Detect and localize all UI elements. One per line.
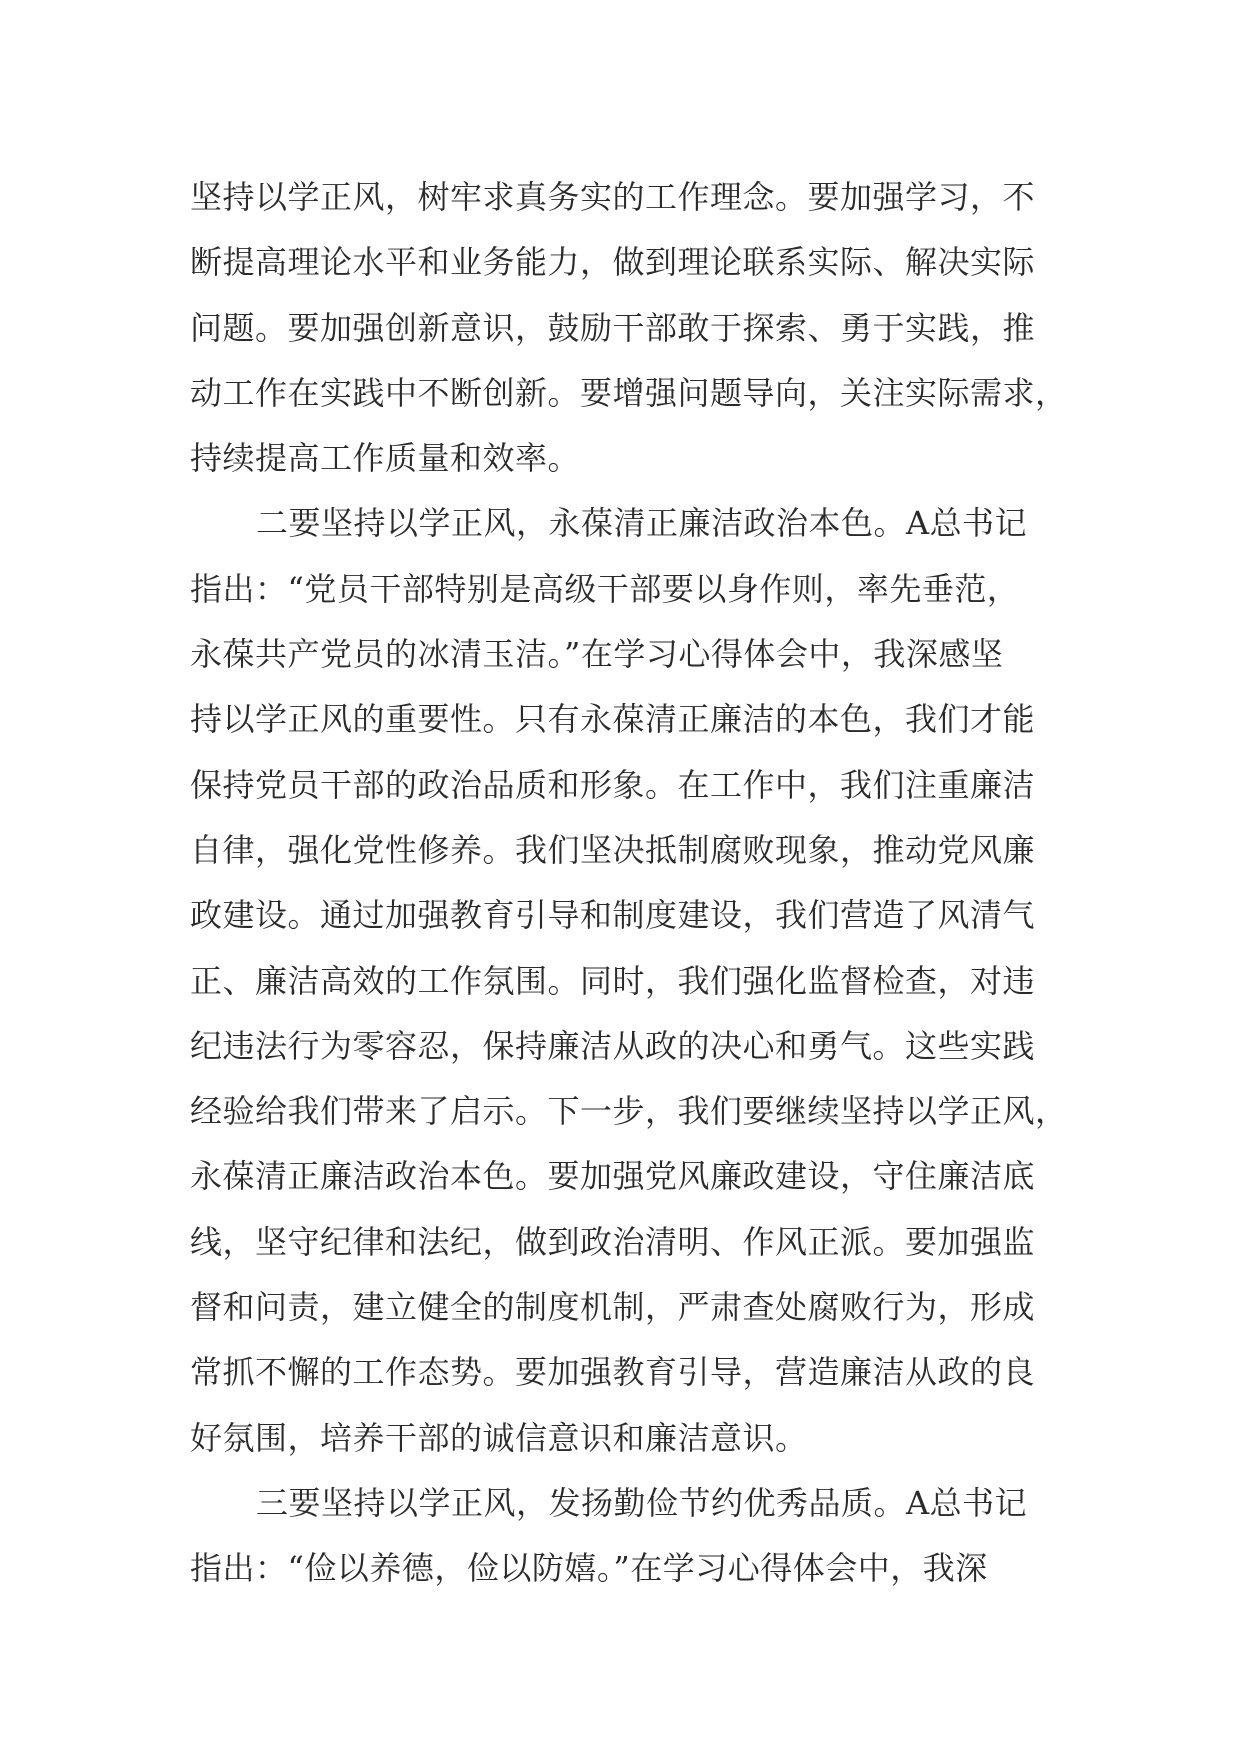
paragraph-line: 坚持以学正风，树牢求真务实的工作理念。要加强学习，不 [190, 178, 1036, 216]
paragraph-line: 纪违法行为零容忍，保持廉洁从政的决心和勇气。这些实践 [190, 1026, 1036, 1065]
paragraph-line: 好氛围，培养干部的诚信意识和廉洁意识。 [190, 1418, 808, 1457]
paragraph-line: 正、廉洁高效的工作氛围。同时，我们强化监督检查，对违 [190, 961, 1036, 1000]
paragraph-line: 三要坚持以学正风，发扬勤俭节约优秀品质。A总书记 [256, 1483, 1028, 1522]
paragraph-1 [190, 165, 1068, 491]
paragraph-line: 线，坚守纪律和法纪，做到政治清明、作风正派。要加强监 [190, 1222, 1036, 1261]
paragraph-line: 永葆共产党员的冰清玉洁。”在学习心得体会中，我深感坚 [190, 635, 1004, 674]
paragraph-line: 断提高理论水平和业务能力，做到理论联系实际、解决实际 [190, 243, 1036, 282]
paragraph-line: 自律，强化党性修养。我们坚决抵制腐败现象，推动党风廉 [190, 830, 1036, 869]
paragraph-line: 政建设。通过加强教育引导和制度建设，我们营造了风清气 [190, 896, 1036, 935]
paragraph-3 [190, 1471, 1060, 1602]
paragraph-line: 指出：“俭以养德，俭以防嬉。”在学习心得体会中，我深 [190, 1549, 988, 1588]
paragraph-line: 保持党员干部的政治品质和形象。在工作中，我们注重廉洁 [190, 765, 1036, 804]
paragraph-line: 永葆清正廉洁政治本色。要加强党风廉政建设，守住廉洁底 [190, 1157, 1036, 1196]
paragraph-line: 持续提高工作质量和效率。 [190, 439, 581, 478]
paragraph-line: 持以学正风的重要性。只有永葆清正廉洁的本色，我们才能 [190, 700, 1036, 739]
paragraph-line: 二要坚持以学正风，永葆清正廉洁政治本色。A总书记 [256, 504, 1028, 543]
paragraph-2 [190, 491, 1068, 1470]
paragraph-line: 经验给我们带来了启示。下一步，我们要继续坚持以学正风， [190, 1092, 1068, 1131]
document-body [190, 165, 1068, 1602]
paragraph-line: 常抓不懈的工作态势。要加强教育引导，营造廉洁从政的良 [190, 1353, 1036, 1392]
paragraph-line: 动工作在实践中不断创新。要增强问题导向，关注实际需求， [190, 373, 1068, 412]
paragraph-line: 问题。要加强创新意识，鼓励干部敢于探索、勇于实践，推 [190, 308, 1036, 347]
paragraph-line: 督和问责，建立健全的制度机制，严肃查处腐败行为，形成 [190, 1288, 1036, 1327]
paragraph-line: 指出：“党员干部特别是高级干部要以身作则，率先垂范， [190, 569, 1020, 608]
